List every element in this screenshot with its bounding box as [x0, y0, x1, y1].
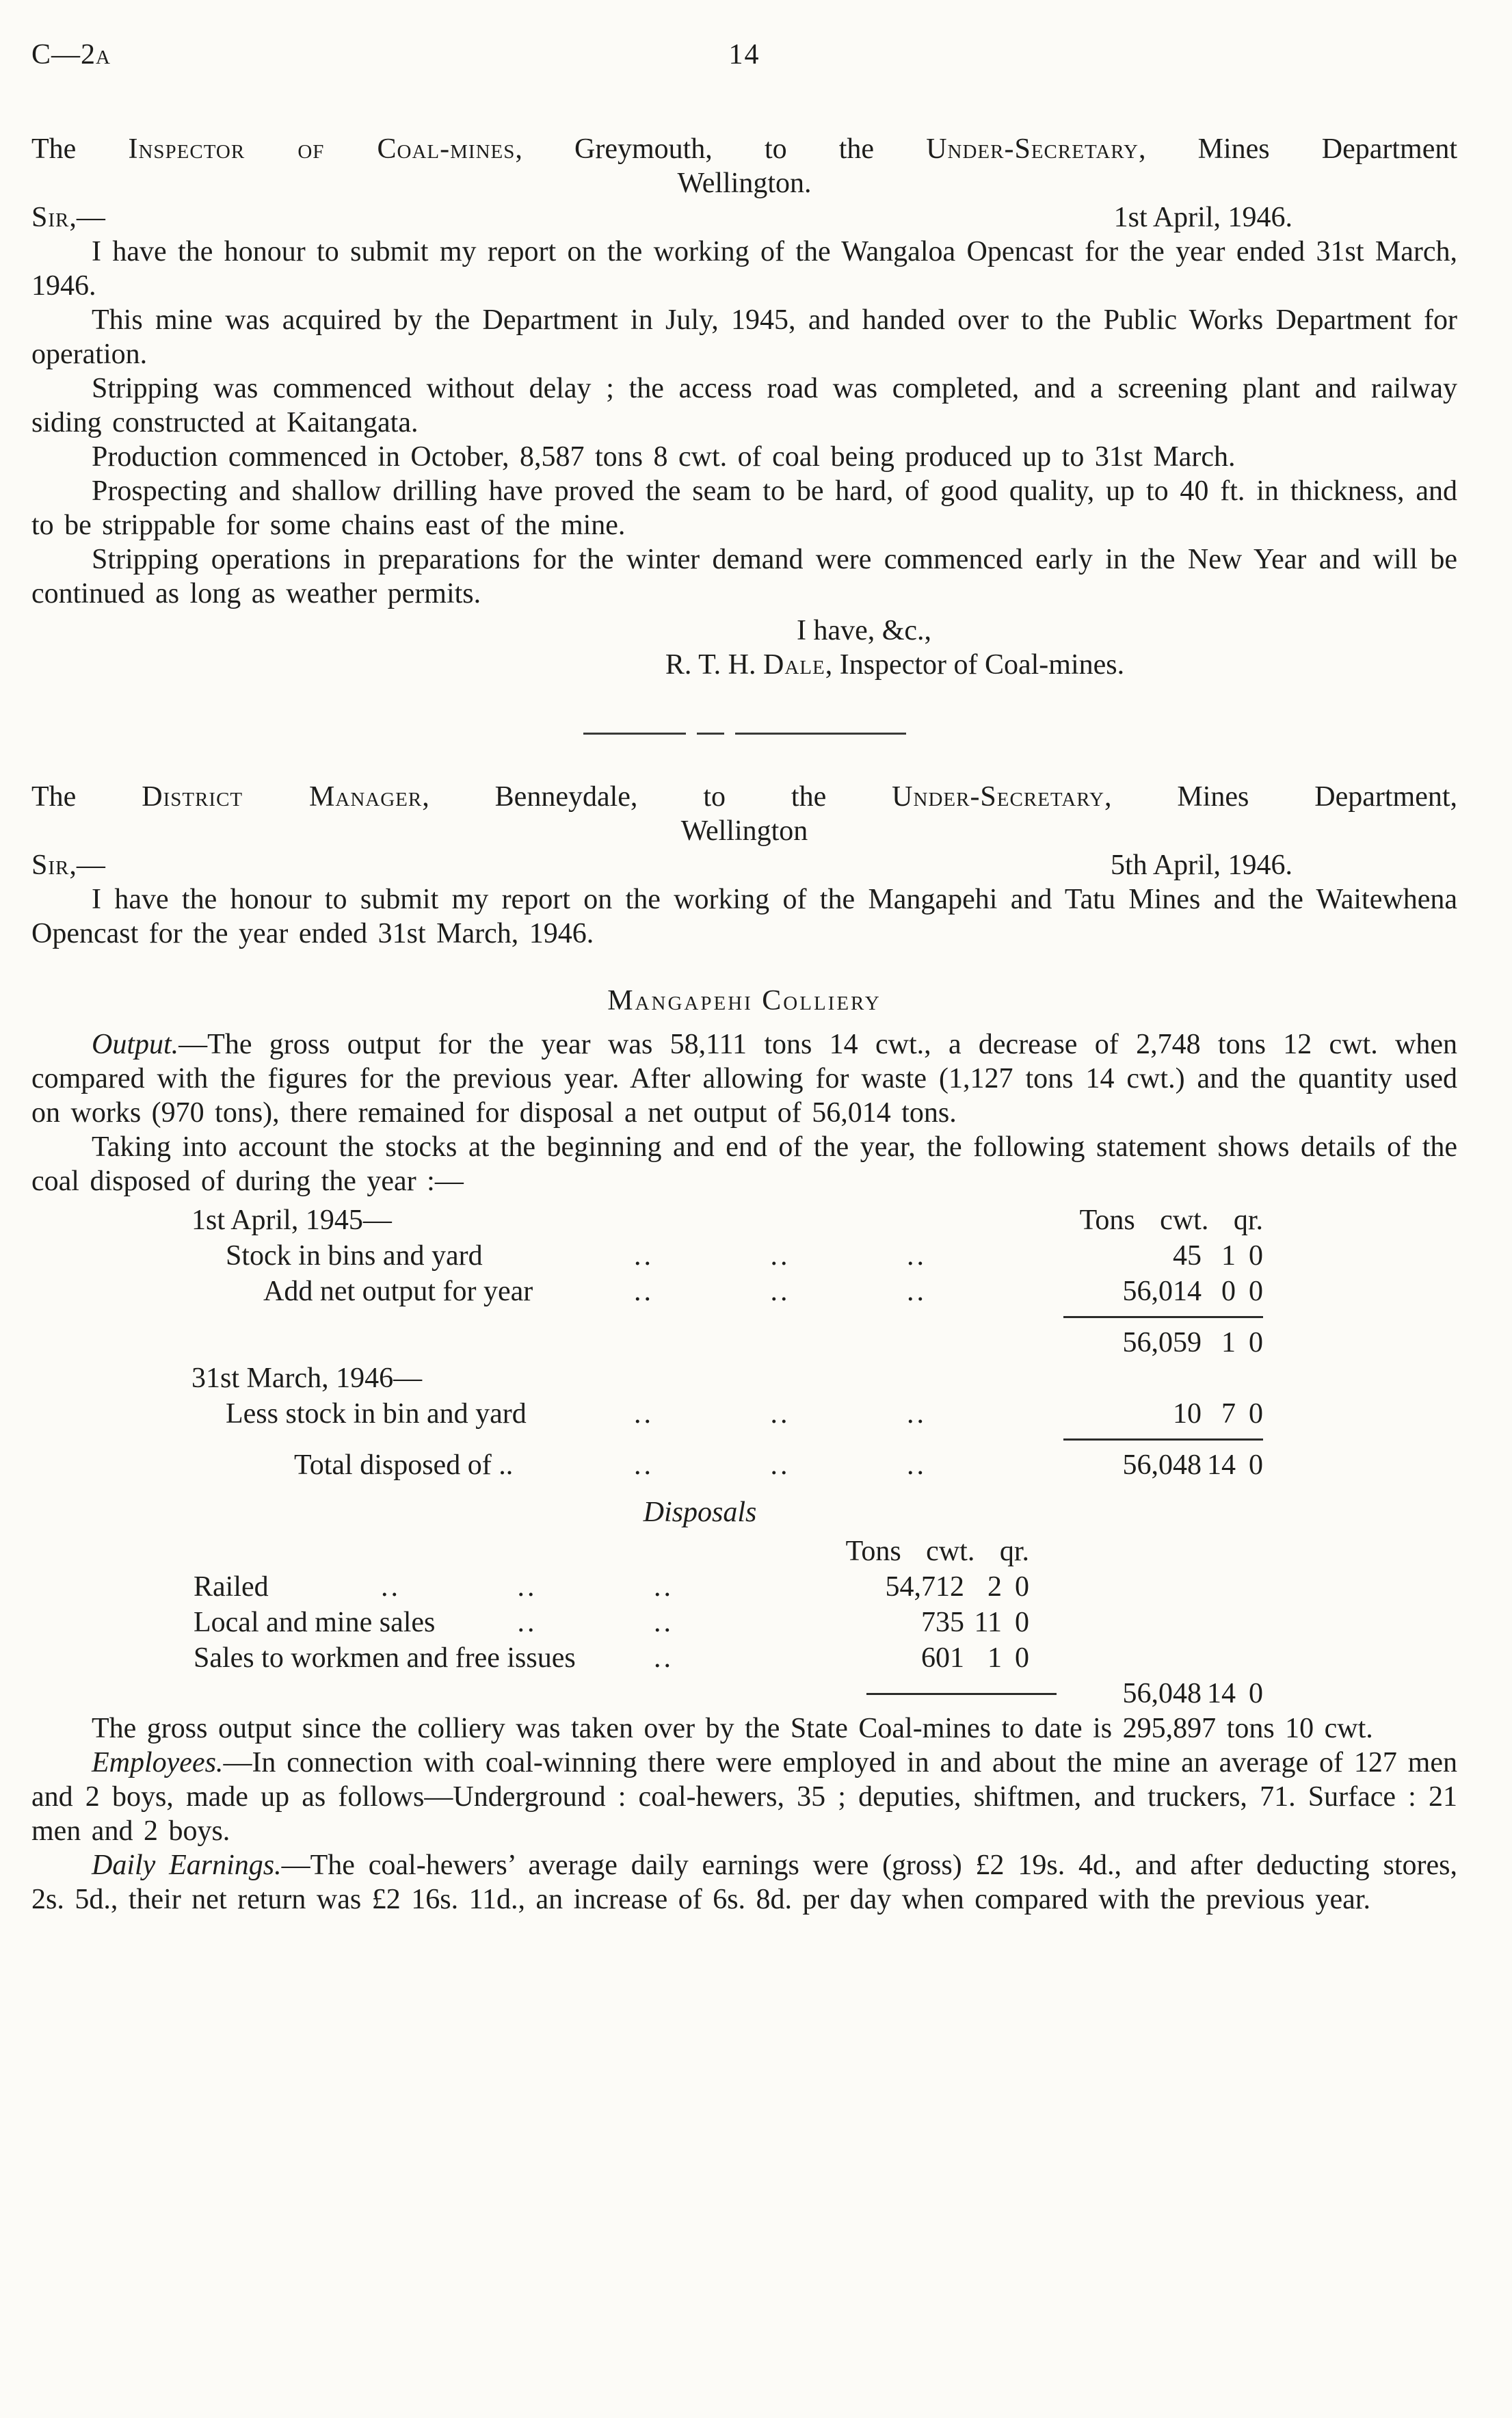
qr-value: 0: [1249, 1240, 1263, 1272]
letter1-paragraph: This mine was acquired by the Department in July, 1945, and handed over to the Public Works Department for operation.: [31, 304, 1457, 370]
daily-earnings-paragraph: [31, 1848, 1457, 1917]
letter1-paragraph: Stripping operations in preparations for the winter demand were commenced early in the New Year and will be continued as long as weather permits.: [31, 544, 1457, 609]
tons-value: 601: [921, 1642, 964, 1674]
output-paragraph: [31, 1027, 1457, 1130]
row-label-text: Local and mine sales: [194, 1607, 436, 1638]
row-label: 31st March, 1946—: [191, 1363, 423, 1394]
qr-value: 0: [1249, 1276, 1263, 1307]
row-label: [31, 1238, 1072, 1274]
letter-district-manager: [31, 780, 1457, 951]
row-label-text: Total disposed of ..: [294, 1449, 514, 1481]
cwt-value: 7: [1221, 1398, 1236, 1430]
letter1-address-mid: , Greymouth, to the: [515, 133, 927, 165]
letter1-salutation-line: [31, 200, 1457, 235]
section-divider: [31, 733, 1457, 735]
stock-statement-table: [31, 1203, 1457, 1483]
disposals-heading: Disposals: [643, 1497, 757, 1528]
daily-earnings-lead: Daily Earnings.: [92, 1850, 282, 1881]
qr-value: 0: [1015, 1571, 1029, 1603]
table-row: [31, 1396, 1263, 1432]
tons-value: 56,048: [1122, 1678, 1202, 1709]
divider-segment: [583, 733, 686, 735]
row-label: [31, 1396, 1072, 1432]
output-text: —The gross output for the year was 58,111 tons 14 cwt., a decrease of 2,748 tons 12 cwt. when compared with the figures for the previous year. After allowing for waste (1,127 tons 14 cwt.) and the quantity used on works (970 tons), there remained for disposal a net output of 56,014 tons.: [31, 1029, 1457, 1129]
row-label: [31, 1569, 841, 1605]
letter2-address-mid: , Benneydale, to the: [422, 781, 892, 813]
cwt-value: 2: [987, 1571, 1002, 1603]
tons-value: 10: [1173, 1398, 1202, 1430]
letter-inspector-report: [31, 132, 1457, 682]
dot-leaders: ..: [654, 1642, 674, 1674]
letter2-salutation-dash: ,—: [69, 850, 105, 881]
signature-initials: R. T. H.: [665, 649, 764, 681]
row-label: [31, 1640, 841, 1676]
signature-title: , Inspector of Coal-mines.: [825, 649, 1125, 681]
letter1-paragraph: Prospecting and shallow drilling have proved the seam to be hard, of good quality, up to 40 ft. in thickness, and to be strippable for some chains east of the mine.: [31, 475, 1457, 541]
disposals-total-row: [31, 1676, 1263, 1711]
tons-value: 54,712: [885, 1571, 964, 1603]
daily-earnings-text: —The coal-hewers’ average daily earnings were (gross) £2 19s. 4d., and after deducting stores, 2s. 5d., their net return was £2 16s. 11d., an increase of 6s. 8d. per day when compared with the previous year.: [31, 1850, 1457, 1915]
letter1-sender: Inspector of Coal-mines: [128, 133, 516, 165]
tons-value: 735: [921, 1607, 964, 1638]
letter2-place: Wellington: [680, 815, 808, 847]
divider-segment: [735, 733, 906, 735]
qr-value: 0: [1249, 1327, 1263, 1358]
row-label-text: Less stock in bin and yard: [226, 1398, 527, 1430]
tons-value: 45: [1173, 1240, 1202, 1272]
table-row: [31, 1569, 1029, 1605]
row-label: 1st April, 1945—: [191, 1205, 392, 1236]
letter2-salutation-line: [31, 848, 1457, 882]
table-row: [31, 1274, 1263, 1309]
qr-value: 0: [1249, 1449, 1263, 1481]
dot-leaders: .. ..: [517, 1607, 674, 1638]
document-reference: C—2a: [31, 39, 111, 70]
table-row: [31, 1447, 1263, 1483]
letter2-sender: District Manager: [142, 781, 423, 813]
letter1-recipient: Under-Secretary: [926, 133, 1139, 165]
dot-leaders: .. .. ..: [634, 1276, 927, 1307]
letter1-salutation-word: Sir: [31, 202, 70, 233]
letter2-salutation-word: Sir: [31, 850, 70, 881]
section-heading: Mangapehi Colliery: [607, 985, 881, 1016]
qr-value: 0: [1015, 1607, 1029, 1638]
row-label: [31, 1605, 841, 1640]
letter1-paragraph: Stripping was commenced without delay ; the access road was completed, and a screening plant and railway siding constructed at Kaitangata.: [31, 373, 1457, 438]
letter2-salutation: [31, 848, 105, 882]
page-header-spacer: [760, 38, 1458, 72]
letter1-address-line: [31, 132, 1457, 166]
table-row: [31, 1325, 1263, 1361]
cwt-value: 1: [987, 1642, 1002, 1674]
letter2-intro-paragraph: I have the honour to submit my report on the working of the Mangapehi and Tatu Mines and the Waitewhena Opencast for the year ended 31st March, 1946.: [31, 884, 1457, 949]
letter1-paragraph: Production commenced in October, 8,587 tons 8 cwt. of coal being produced up to 31st March.: [92, 441, 1236, 473]
sum-rule: [866, 1693, 1057, 1695]
letter1-date: 1st April, 1946.: [1113, 202, 1292, 233]
table-row: [31, 1238, 1263, 1274]
divider-segment: [697, 733, 724, 735]
qr-value: 0: [1249, 1678, 1263, 1709]
sum-rule: [1063, 1438, 1263, 1441]
dot-leaders: .. .. ..: [634, 1398, 927, 1430]
employees-lead: Employees.: [92, 1747, 224, 1778]
qr-value: 0: [1015, 1642, 1029, 1674]
letter1-place: Wellington.: [677, 168, 812, 199]
output-lead: Output.: [92, 1029, 179, 1060]
page-number: 14: [728, 39, 760, 70]
column-headers: Tons cwt. qr.: [845, 1536, 1029, 1567]
letter1-valediction: I have, &c.,: [796, 615, 932, 646]
letter1-salutation-dash: ,—: [69, 202, 105, 233]
gross-output-paragraph: The gross output since the colliery was taken over by the State Coal-mines to date is 295,897 tons 10 cwt.: [92, 1713, 1373, 1744]
table-row: [31, 1361, 1263, 1396]
tons-value: 56,059: [1122, 1327, 1202, 1358]
dot-leaders: .. .. ..: [634, 1240, 927, 1272]
row-label-text: Railed: [194, 1571, 269, 1603]
letter1-address-pre: The: [31, 133, 129, 165]
column-headers: Tons cwt. qr.: [1079, 1205, 1263, 1236]
row-label: [31, 1274, 1072, 1309]
row-label-text: Sales to workmen and free issues: [194, 1642, 576, 1674]
row-label-text: Add net output for year: [263, 1276, 533, 1307]
sum-rule: [1063, 1316, 1263, 1318]
qr-value: 0: [1249, 1398, 1263, 1430]
letter2-recipient: Under-Secretary: [892, 781, 1104, 813]
dot-leaders: .. .. ..: [634, 1449, 927, 1481]
stocks-paragraph: Taking into account the stocks at the beginning and end of the year, the following statement shows details of the coal disposed of during the year :—: [31, 1131, 1457, 1197]
disposals-table: [31, 1534, 1457, 1711]
employees-paragraph: [31, 1746, 1457, 1848]
letter1-salutation: [31, 200, 105, 235]
letter1-paragraph: I have the honour to submit my report on the working of the Wangaloa Opencast for the year ended 31st March, 1946.: [31, 236, 1457, 302]
mangapehi-colliery-section: [31, 984, 1457, 1917]
row-label-text: Stock in bins and yard: [226, 1240, 483, 1272]
table-row: [31, 1605, 1029, 1640]
cwt-value: 0: [1221, 1276, 1236, 1307]
tons-value: 56,014: [1122, 1276, 1202, 1307]
tons-value: 56,048: [1122, 1449, 1202, 1481]
row-label: [31, 1447, 1072, 1483]
letter1-signature: [31, 648, 1457, 682]
cwt-value: 11: [974, 1607, 1002, 1638]
letter2-date: 5th April, 1946.: [1110, 850, 1292, 881]
table-row: [31, 1534, 1029, 1569]
employees-text: —In connection with coal-winning there were employed in and about the mine an average of 127 men and 2 boys, made up as follows—Underground : coal-hewers, 35 ; deputies, shiftmen, and truckers, 71. Surface : 21 men and 2 boys.: [31, 1747, 1457, 1847]
letter2-address-post: , Mines Department,: [1104, 781, 1458, 813]
signature-name: Dale: [763, 649, 825, 681]
page-header: [31, 38, 1457, 72]
letter1-address-post: , Mines Department: [1138, 133, 1458, 165]
letter2-address-pre: The: [31, 781, 142, 813]
letter2-address-line: [31, 780, 1457, 814]
table-row: [31, 1640, 1029, 1676]
cwt-value: 1: [1221, 1240, 1236, 1272]
dot-leaders: .. .. ..: [381, 1571, 674, 1603]
cwt-value: 14: [1207, 1678, 1236, 1709]
table-rule-row: [31, 1309, 1263, 1325]
cwt-value: 14: [1207, 1449, 1236, 1481]
table-row: [31, 1203, 1263, 1238]
table-rule-row: [31, 1432, 1263, 1447]
cwt-value: 1: [1221, 1327, 1236, 1358]
